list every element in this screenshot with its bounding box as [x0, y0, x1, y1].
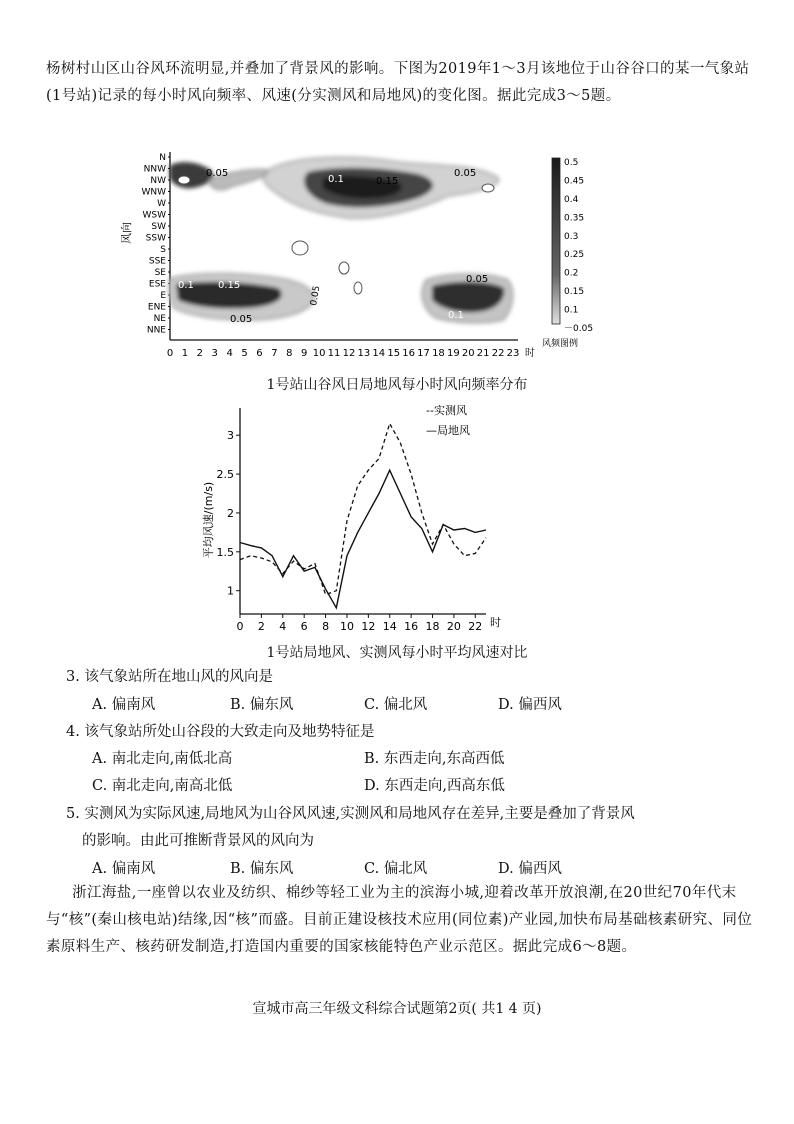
y-tick-label: 1.5: [216, 545, 234, 559]
colorbar-tick: 0.5: [564, 158, 579, 168]
figure2-caption: 1号站局地风、实测风每小时平均风速对比: [266, 645, 528, 661]
question-4-options-row1: [92, 746, 732, 773]
colorbar-tick-labels: [564, 158, 593, 334]
contour-label: 0.05: [206, 168, 229, 179]
hour-label: 9: [301, 348, 308, 359]
y-tick-label: 3: [227, 429, 234, 443]
colorbar-tick: 0.3: [564, 231, 579, 242]
question-5-stem-line1: 5. 实测风为实际风速,局地风为山谷风风速,实测风和局地风存在差异,主要是叠加了背景风: [66, 806, 635, 822]
colorbar-tick: －0.05: [564, 324, 594, 334]
hour-label: 4: [226, 348, 233, 359]
contour-label: 0.1: [328, 174, 344, 185]
hour-label: 8: [286, 348, 293, 359]
hour-label: 12: [342, 348, 356, 359]
x-tick-label: 10: [339, 620, 354, 633]
colorbar-tick: 0.35: [564, 213, 585, 224]
contour-label: 0.05: [230, 314, 253, 325]
contour-label: 0.05: [466, 274, 489, 285]
direction-label: NW: [150, 176, 166, 186]
direction-label: N: [159, 153, 166, 163]
x-tick-label: 18: [425, 620, 440, 633]
option-a[interactable]: A. 偏南风: [92, 861, 156, 877]
contour-label: 0.15: [218, 280, 241, 291]
hour-label: 21: [476, 348, 490, 359]
contour-island-5: [178, 176, 190, 184]
question-3-stem: 3. 该气象站所在地山风的风向是: [66, 669, 273, 685]
x-tick-label: 12: [361, 620, 376, 633]
hour-label: 20: [461, 348, 475, 359]
direction-label: SE: [154, 268, 166, 278]
x-tick-label: 6: [300, 620, 308, 633]
hour-label: 2: [196, 348, 204, 359]
option-c[interactable]: C. 偏北风: [364, 861, 428, 877]
x-tick-label: 16: [404, 620, 419, 633]
wind-speed-line-chart: [198, 400, 518, 640]
hour-label: 15: [387, 348, 401, 359]
y-tick-label: 2: [227, 506, 234, 520]
x-tick-label: 4: [279, 620, 287, 633]
contour-label: 0.1: [448, 310, 464, 321]
option-d[interactable]: D. 偏西风: [498, 697, 562, 713]
legend-measured-wind: --实测风: [426, 404, 467, 417]
hour-label: 0: [166, 348, 174, 359]
question-5-options: [92, 856, 732, 883]
contour-label: 0.1: [178, 280, 194, 291]
wind-frequency-contour-chart: [118, 148, 608, 360]
figure1-caption: 1号站山谷风日局地风每小时风向频率分布: [266, 377, 528, 393]
hour-label: 1: [181, 348, 189, 359]
colorbar-tick: 0.4: [564, 194, 579, 205]
hour-label: 19: [446, 348, 460, 359]
contour-island-1: [292, 241, 308, 255]
direction-label: WSW: [142, 210, 166, 221]
x-axis-unit: 时: [490, 616, 501, 629]
contour-label: 0.05: [454, 168, 477, 179]
wind-direction-axis-title: 风向: [120, 222, 133, 244]
hour-label: 17: [417, 348, 430, 359]
hour-label: 22: [491, 348, 505, 359]
direction-label: ESE: [148, 279, 166, 290]
hour-label: 23: [506, 348, 520, 359]
colorbar-tick: 0.2: [564, 268, 579, 279]
option-c[interactable]: C. 南北走向,南高北低: [92, 778, 233, 794]
option-a[interactable]: A. 偏南风: [92, 697, 156, 713]
y-tick-label: 1: [227, 584, 234, 598]
hour-label: 6: [256, 348, 263, 359]
colorbar-tick: 0.15: [564, 287, 585, 298]
x-tick-label: 0: [236, 620, 244, 633]
option-b[interactable]: B. 东西走向,东高西低: [364, 751, 505, 767]
x-tick-label: 14: [382, 620, 397, 633]
direction-label: SSE: [148, 256, 166, 267]
hour-axis-labels: [167, 346, 535, 359]
passage-2: 浙江海盐,一座曾以农业及纺织、棉纱等轻工业为主的滨海小城,迎着改革开放浪潮,在20世纪70年代末与“核”(秦山核电站)结缘,因“核”而盛。目前正建设核技术应用(同位素)产业园,加快布局基础核素研究、同位素原料生产、核药研发制造,打造国内重要的国家核能特色产业示范区。据此完成6～8题。: [46, 885, 753, 955]
intro-paragraph: 杨树村山区山谷风环流明显,并叠加了背景风的影响。下图为2019年1～3月该地位于山谷谷口的某一气象站(1号站)记录的每小时风向频率、风速(分实测风和局地风)的变化图。据此完成3～5题。: [46, 61, 750, 104]
option-d[interactable]: D. 偏西风: [498, 861, 562, 877]
series-measured-wind-line: [240, 424, 486, 595]
page-footer: 宣城市高三年级文科综合试题第2页( 共1 4 页): [252, 1001, 542, 1017]
direction-axis-labels: [141, 153, 170, 336]
option-a[interactable]: A. 南北走向,南低北高: [92, 751, 233, 767]
x-tick-label: 8: [322, 620, 330, 633]
x-tick-label: 20: [446, 620, 461, 633]
contour-island-3: [354, 282, 362, 294]
hour-label: 7: [271, 348, 278, 359]
y-tick-label: 2.5: [216, 468, 234, 482]
hour-label: 3: [211, 348, 218, 359]
direction-label: NE: [153, 314, 166, 324]
colorbar-title: 风频图例: [542, 339, 579, 349]
direction-label: ENE: [147, 302, 166, 313]
contour-label: 0.05: [309, 285, 323, 307]
colorbar-tick: 0.25: [564, 250, 585, 261]
option-b[interactable]: B. 偏东风: [230, 861, 294, 877]
question-4-options-row2: [92, 773, 732, 800]
direction-label: NNE: [146, 325, 166, 336]
option-b[interactable]: B. 偏东风: [230, 697, 294, 713]
contour-island-2: [339, 262, 349, 274]
colorbar-tick: 0.1: [564, 305, 579, 316]
direction-label: SSW: [145, 233, 166, 244]
x-tick-label: 2: [257, 620, 265, 633]
option-c[interactable]: C. 偏北风: [364, 697, 428, 713]
option-d[interactable]: D. 东西走向,西高东低: [364, 778, 505, 794]
hour-label: 16: [402, 348, 415, 359]
question-3-options: [92, 692, 732, 719]
hour-label: 11: [327, 348, 341, 359]
hour-label: 14: [372, 348, 386, 359]
hour-unit: 时: [525, 348, 535, 359]
y-axis-title: 平均风速/(m/s): [202, 481, 215, 559]
x-tick-label: 22: [468, 620, 483, 633]
question-4-stem: 4. 该气象站所处山谷段的大致走向及地势特征是: [66, 724, 375, 740]
hour-label: 5: [241, 348, 248, 359]
question-5-stem-line2: 的影响。由此可推断背景风的风向为: [82, 833, 314, 849]
colorbar: [552, 158, 560, 324]
direction-label: WNW: [141, 187, 166, 198]
direction-label: E: [160, 291, 166, 301]
direction-label: SW: [151, 222, 166, 232]
hour-label: 18: [432, 348, 445, 359]
colorbar-tick: 0.45: [564, 176, 585, 187]
direction-label: S: [160, 245, 166, 255]
contour-label: 0.15: [376, 176, 399, 187]
hour-label: 13: [357, 348, 371, 359]
direction-label: W: [157, 199, 166, 209]
direction-label: NNW: [143, 164, 166, 175]
contour-island-4: [482, 184, 494, 192]
legend-local-wind: —局地风: [426, 424, 470, 437]
hour-label: 10: [312, 348, 326, 359]
series-local-wind-line: [240, 470, 486, 608]
